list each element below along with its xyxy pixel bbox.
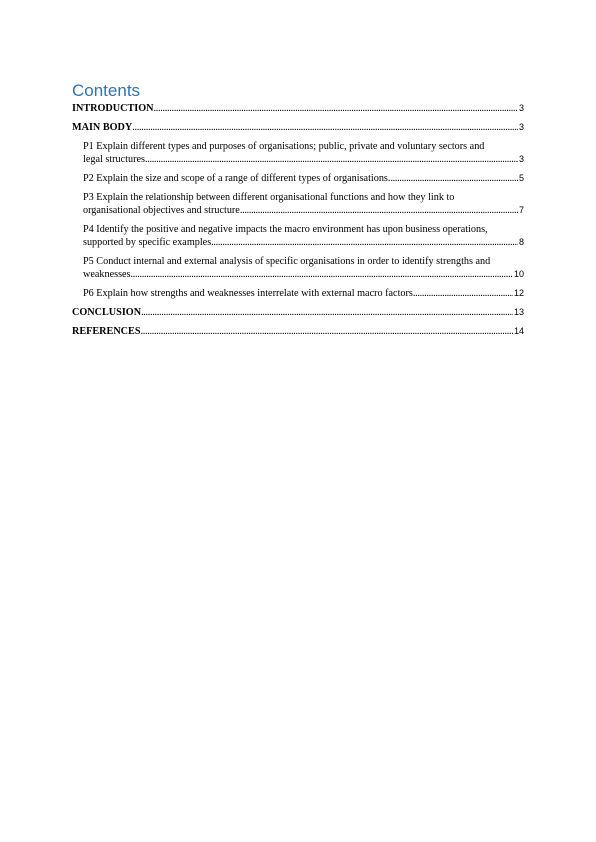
toc-leader-dots bbox=[154, 102, 518, 115]
toc-entry-title: CONCLUSION bbox=[72, 307, 142, 318]
toc-entry-title-first-line: P1 Explain different types and purposes of organisations; public, private and voluntary sectors and bbox=[83, 141, 485, 152]
toc-entry-title: INTRODUCTION bbox=[72, 103, 154, 114]
toc-entry-title-first-line: P3 Explain the relationship between different organisational functions and how they link to bbox=[83, 192, 455, 203]
toc-leader-dots bbox=[211, 236, 518, 249]
toc-page-number: 8 bbox=[518, 237, 524, 247]
toc-entry-title-first-line: P4 Identify the positive and negative impacts the macro environment has upon business operations, bbox=[83, 224, 488, 235]
toc-page-number: 10 bbox=[513, 269, 524, 279]
toc-page-number: 3 bbox=[518, 103, 524, 113]
toc-entry-title: legal structures bbox=[83, 154, 145, 165]
toc-entry[interactable] bbox=[83, 255, 524, 281]
toc-entry[interactable] bbox=[83, 172, 524, 185]
toc-entry[interactable] bbox=[72, 102, 524, 115]
table-of-contents bbox=[72, 102, 524, 344]
toc-entry-title: REFERENCES bbox=[72, 326, 141, 337]
toc-entry-line bbox=[83, 268, 524, 281]
contents-heading: Contents bbox=[72, 81, 141, 100]
toc-entry-title: weaknesses bbox=[83, 269, 131, 280]
toc-page-number: 14 bbox=[513, 326, 524, 336]
toc-entry-line bbox=[72, 325, 524, 338]
toc-entry-line bbox=[83, 287, 524, 300]
toc-leader-dots bbox=[141, 325, 513, 338]
toc-entry-title: supported by specific examples bbox=[83, 237, 212, 248]
toc-leader-dots bbox=[132, 121, 518, 134]
toc-entry[interactable] bbox=[83, 140, 524, 166]
toc-entry[interactable] bbox=[83, 223, 524, 249]
toc-leader-dots bbox=[145, 153, 518, 166]
toc-entry-line bbox=[83, 172, 524, 185]
toc-page-number: 3 bbox=[518, 154, 524, 164]
toc-page-number: 5 bbox=[518, 173, 524, 183]
toc-page-number: 12 bbox=[513, 288, 524, 298]
toc-leader-dots bbox=[141, 306, 513, 319]
toc-page-number: 3 bbox=[518, 122, 524, 132]
toc-leader-dots bbox=[390, 172, 518, 185]
toc-page-number: 13 bbox=[513, 307, 524, 317]
toc-entry[interactable] bbox=[83, 191, 524, 217]
toc-entry-title: P2 Explain the size and scope of a range of different types of organisations. bbox=[83, 173, 391, 184]
toc-entry[interactable] bbox=[83, 287, 524, 300]
toc-entry-title: P6 Explain how strengths and weaknesses interrelate with external macro factors bbox=[83, 288, 413, 299]
toc-entry[interactable] bbox=[72, 306, 524, 319]
toc-entry-line bbox=[72, 102, 524, 115]
toc-entry-line bbox=[72, 306, 524, 319]
toc-entry-title: MAIN BODY bbox=[72, 122, 133, 133]
toc-leader-dots bbox=[240, 204, 518, 217]
toc-entry-line bbox=[83, 236, 524, 249]
toc-entry-line bbox=[72, 121, 524, 134]
toc-entry-line bbox=[83, 153, 524, 166]
toc-entry-title: organisational objectives and structure bbox=[83, 205, 240, 216]
toc-entry[interactable] bbox=[72, 121, 524, 134]
toc-entry-title-first-line: P5 Conduct internal and external analysis of specific organisations in order to identify strengths and bbox=[83, 256, 491, 267]
toc-page-number: 7 bbox=[518, 205, 524, 215]
toc-entry[interactable] bbox=[72, 325, 524, 338]
toc-entry-line bbox=[83, 204, 524, 217]
toc-leader-dots bbox=[413, 287, 513, 300]
toc-leader-dots bbox=[131, 268, 513, 281]
